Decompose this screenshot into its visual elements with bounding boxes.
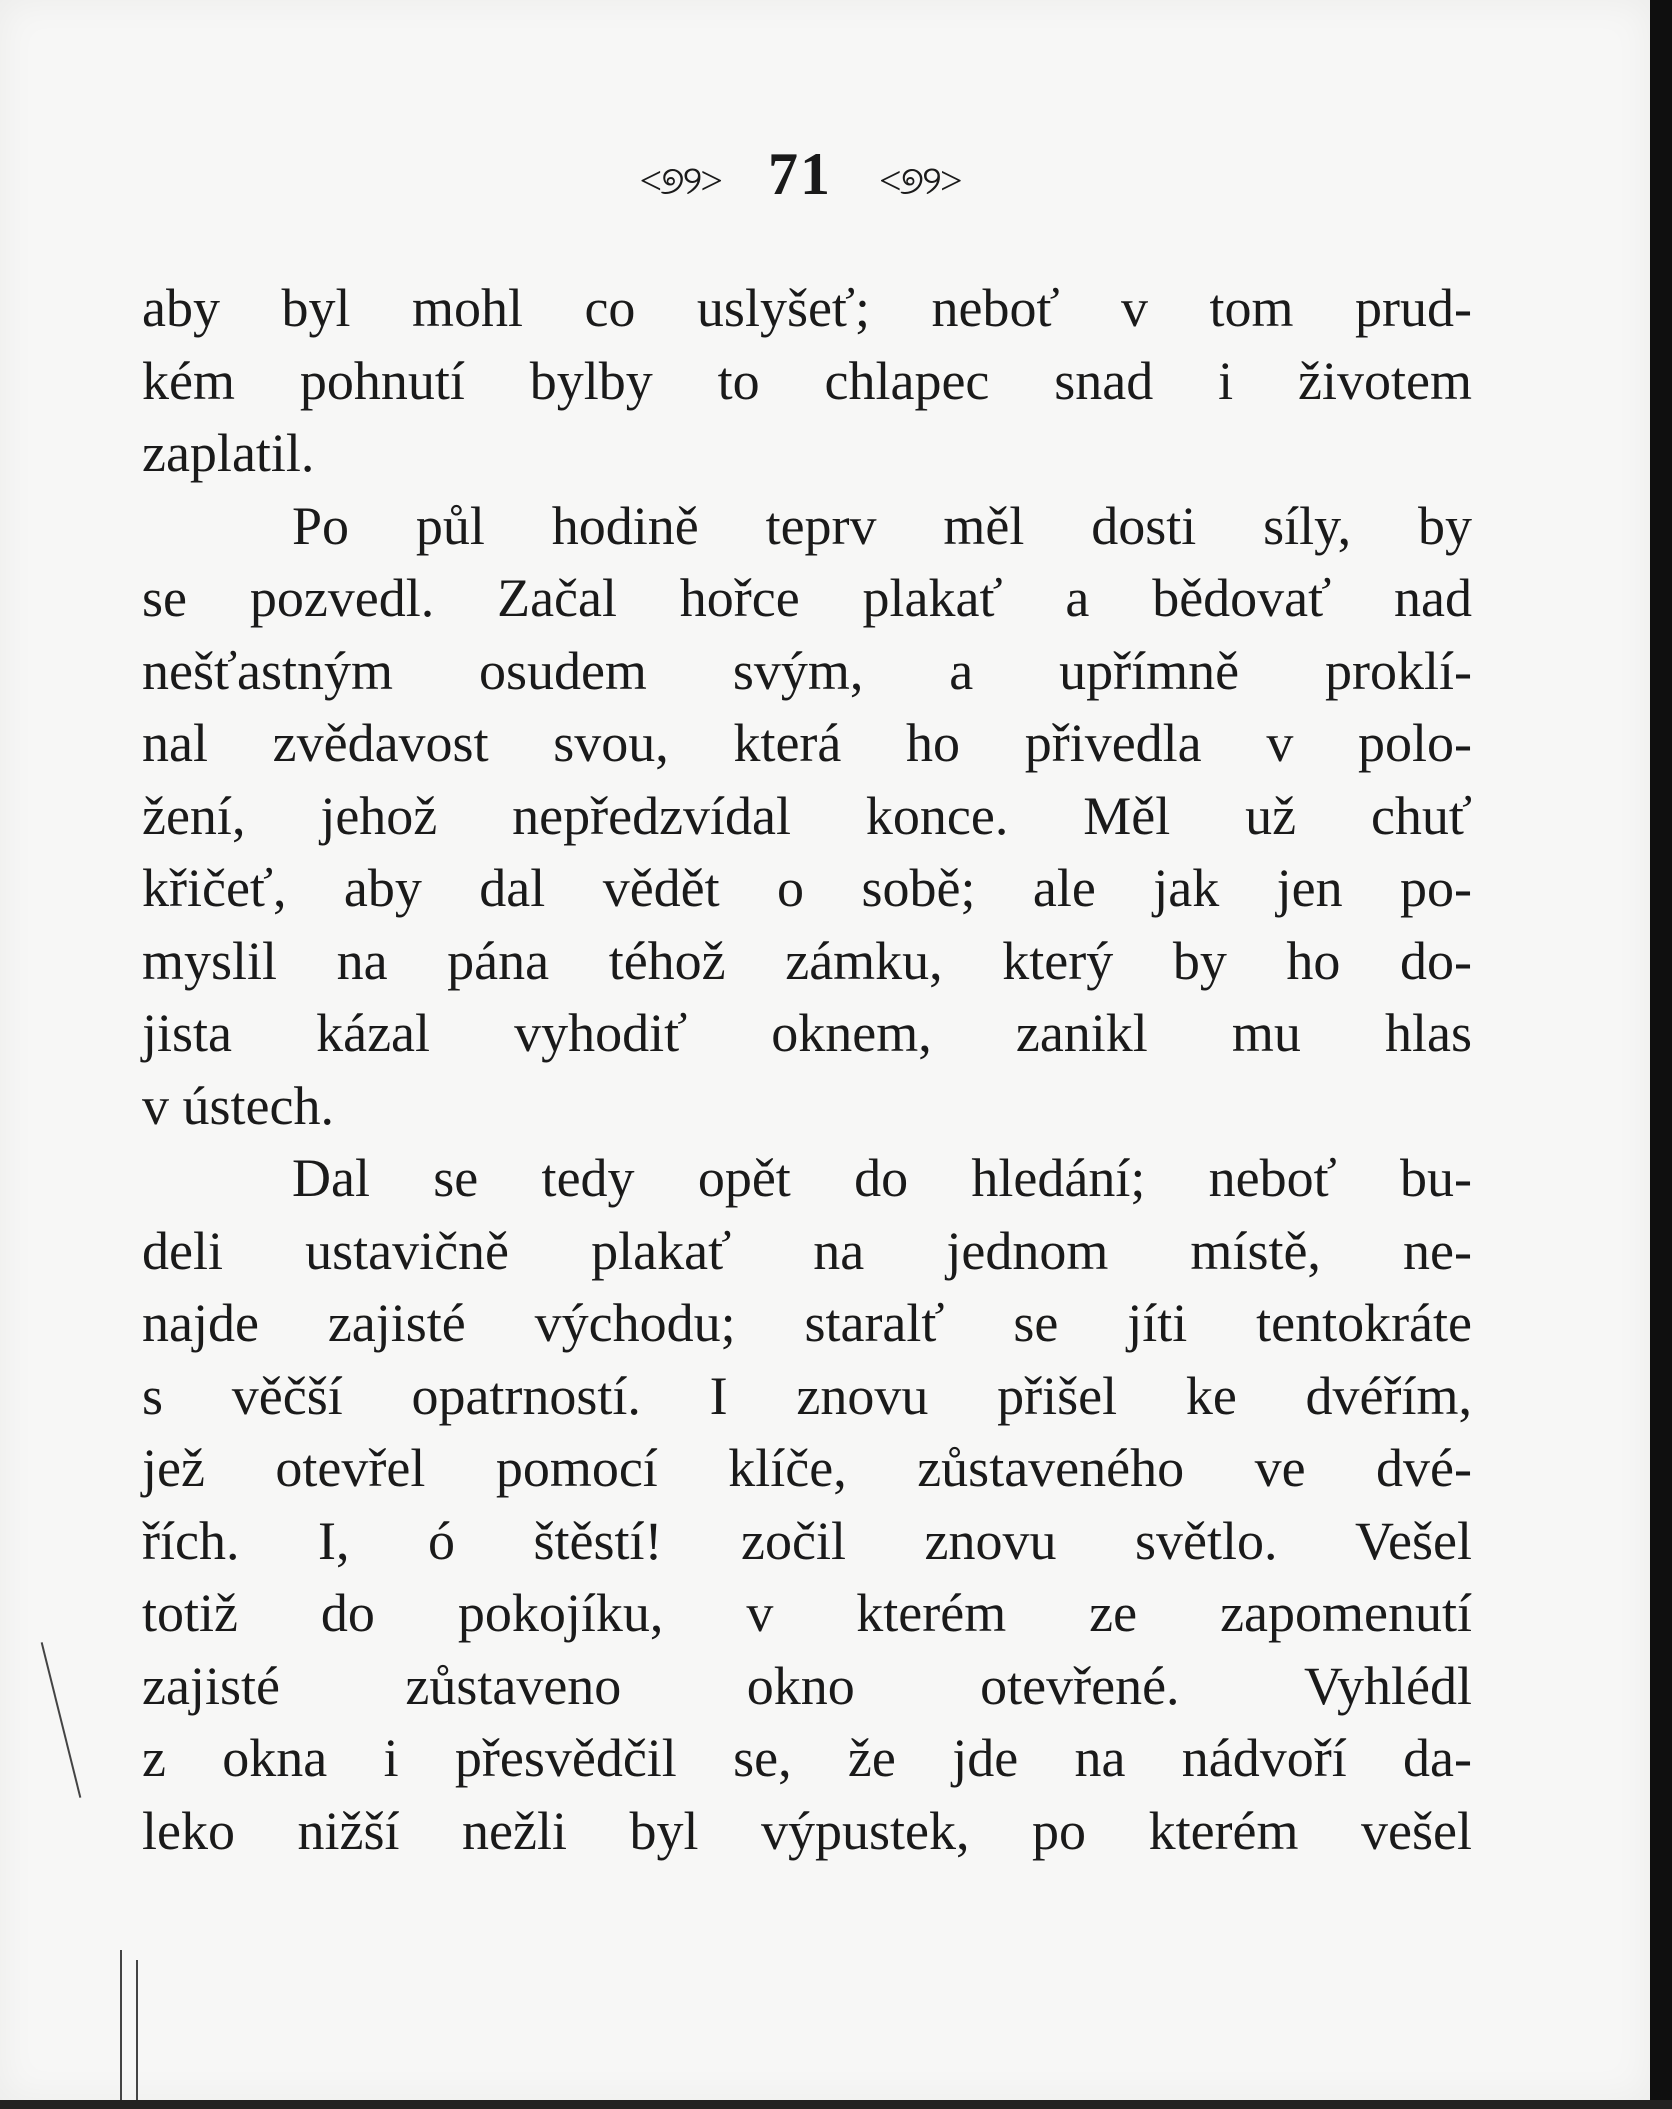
text-line: aby byl mohl co uslyšeť; neboť v tom prud- [142, 278, 1472, 338]
scan-border-bottom [0, 2100, 1672, 2109]
text-line: jež otevřel pomocí klíče, zůstaveného ve dvé- [142, 1438, 1472, 1498]
page-header [0, 140, 1600, 209]
scan-scratch-mark [136, 1960, 138, 2100]
text-line: totiž do pokojíku, v kterém ze zapomenutí [142, 1583, 1472, 1643]
text-line: s věčší opatrností. I znovu přišel ke dvéřím, [142, 1365, 1472, 1426]
text-line: z okna i přesvědčil se, že jde na nádvoří da- [142, 1728, 1472, 1788]
text-line: v ústech. [142, 1075, 334, 1136]
text-line: kém pohnutí bylby to chlapec snad i životem [142, 350, 1472, 411]
text-line: nal zvědavost svou, která ho přivedla v polo- [142, 713, 1472, 773]
text-line: křičeť, aby dal vědět o sobě; ale jak jen po- [142, 858, 1472, 918]
text-line: žení, jehož nepředzvídal konce. Měl už chuť [142, 785, 1472, 846]
text-line: najde zajisté východu; staralť se jíti tentokráte [142, 1293, 1472, 1353]
text-line: zaplatil. [142, 423, 315, 483]
scan-scratch-mark [120, 1950, 122, 2100]
text-line: se pozvedl. Začal hořce plakať a bědovať nad [142, 568, 1472, 628]
text-line: leko nižší nežli byl výpustek, po kterém vešel [142, 1800, 1472, 1861]
text-line: Dal se tedy opět do hledání; neboť bu- [292, 1148, 1472, 1208]
text-line: nešťastným osudem svým, a upřímně proklí- [142, 640, 1472, 701]
body-text [142, 272, 1472, 1867]
scan-border-right [1650, 0, 1672, 2109]
text-line: zajisté zůstaveno okno otevřené. Vyhlédl [142, 1655, 1472, 1716]
page-number: 71 [768, 141, 832, 207]
ornament-right-icon: <୭୨> [879, 157, 961, 203]
text-line: řích. I, ó štěstí! zočil znovu světlo. Vešel [142, 1510, 1472, 1571]
text-line: deli ustavičně plakať na jednom místě, ne- [142, 1220, 1472, 1281]
text-line: jista kázal vyhodiť oknem, zanikl mu hlas [142, 1003, 1472, 1063]
text-line: myslil na pána téhož zámku, který by ho do- [142, 930, 1472, 991]
ornament-left-icon: <୭୨> [639, 157, 721, 203]
text-line: Po půl hodině teprv měl dosti síly, by [292, 495, 1472, 556]
